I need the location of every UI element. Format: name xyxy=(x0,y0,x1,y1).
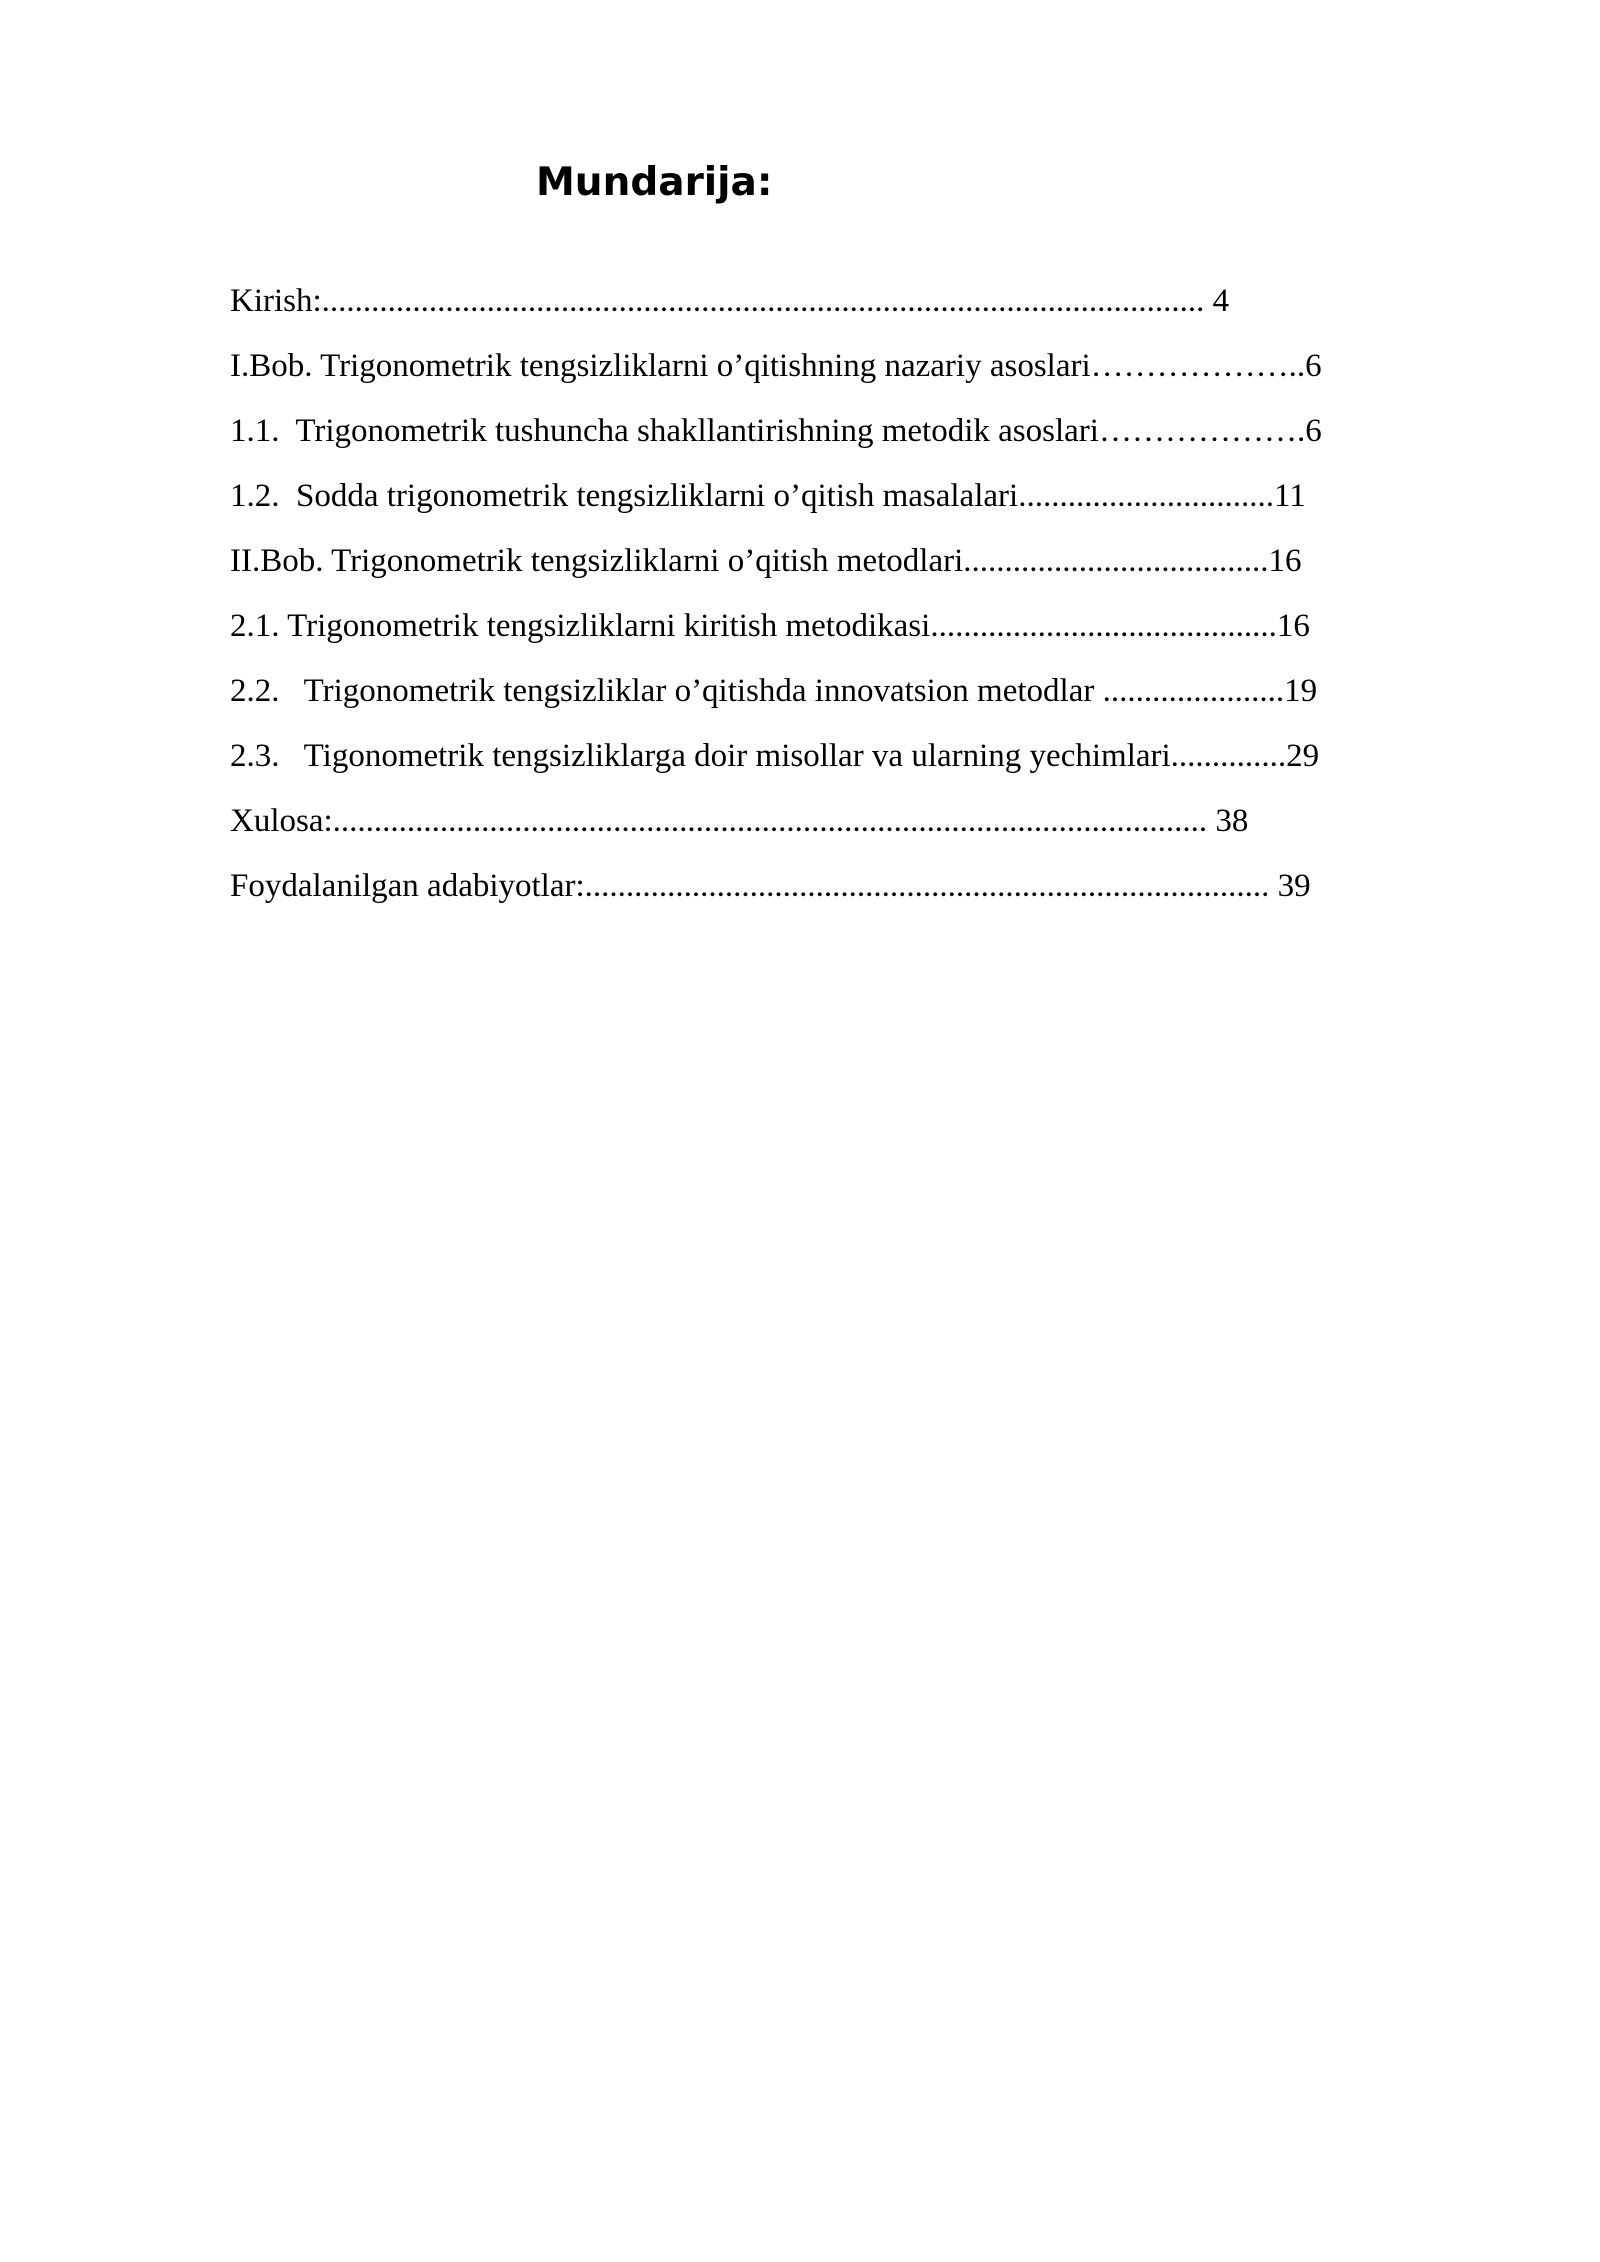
toc-entry-section-2-3 xyxy=(230,730,1484,795)
toc-entry-xulosa xyxy=(230,795,1484,860)
toc-dot-leader: .......................................... xyxy=(930,608,1277,644)
toc-page-number: 19 xyxy=(1284,673,1318,709)
toc-dot-leader: ................................................................................... xyxy=(584,868,1270,904)
toc-entry-chapter-1 xyxy=(230,340,1484,405)
toc-entry-adabiyotlar xyxy=(230,860,1484,925)
table-of-contents xyxy=(230,275,1484,925)
toc-entry-text: Xulosa: xyxy=(230,803,333,839)
toc-entry-text: 1.1. Trigonometrik tushuncha shakllantirishning metodik asoslari xyxy=(230,413,1099,449)
toc-dot-leader: ………………. xyxy=(1098,413,1306,449)
toc-entry-text: II.Bob. Trigonometrik tengsizliklarni o’qitish metodlari xyxy=(230,543,964,579)
toc-dot-leader: ........................................................................................................... xyxy=(321,283,1205,319)
toc-dot-leader: .............. xyxy=(1170,738,1287,774)
toc-entry-text: Kirish: xyxy=(230,283,322,319)
toc-page-number: 6 xyxy=(1305,413,1322,449)
toc-entry-text: 2.3. Tigonometrik tengsizliklarga doir misollar va ularning yechimlari xyxy=(230,738,1171,774)
toc-entry-chapter-2 xyxy=(230,535,1484,600)
toc-entry-section-2-1 xyxy=(230,600,1484,665)
toc-entry-section-1-1 xyxy=(230,405,1484,470)
toc-page-number: 16 xyxy=(1276,608,1310,644)
toc-entry-section-2-2 xyxy=(230,665,1484,730)
toc-entry-text: I.Bob. Trigonometrik tengsizliklarni o’qitishning nazariy asoslari xyxy=(230,348,1091,384)
toc-dot-leader: ……………….. xyxy=(1090,348,1306,384)
toc-title: Mundarija: xyxy=(536,160,773,205)
toc-entry-text: 2.1. Trigonometrik tengsizliklarni kiritish metodikasi xyxy=(230,608,931,644)
toc-entry-text: Foydalanilgan adabiyotlar: xyxy=(230,868,585,904)
toc-page-number: 11 xyxy=(1273,478,1306,514)
toc-entry-section-1-2 xyxy=(230,470,1484,535)
toc-entry-kirish xyxy=(230,275,1484,340)
toc-entry-text: 1.2. Sodda trigonometrik tengsizliklarni o’qitish masalalari xyxy=(230,478,1019,514)
toc-dot-leader: ............................... xyxy=(1018,478,1274,514)
toc-dot-leader: .......................................................................................................... xyxy=(332,803,1208,839)
toc-dot-leader: ..................................... xyxy=(963,543,1269,579)
toc-page-number: 38 xyxy=(1207,803,1249,839)
toc-entry-text: 2.2. Trigonometrik tengsizliklar o’qitishda innovatsion metodlar xyxy=(230,673,1103,709)
toc-page-number: 6 xyxy=(1305,348,1322,384)
toc-page-number: 4 xyxy=(1204,283,1230,319)
toc-dot-leader: ...................... xyxy=(1102,673,1285,709)
toc-page-number: 39 xyxy=(1269,868,1311,904)
toc-page-number: 29 xyxy=(1286,738,1320,774)
toc-page-number: 16 xyxy=(1268,543,1302,579)
